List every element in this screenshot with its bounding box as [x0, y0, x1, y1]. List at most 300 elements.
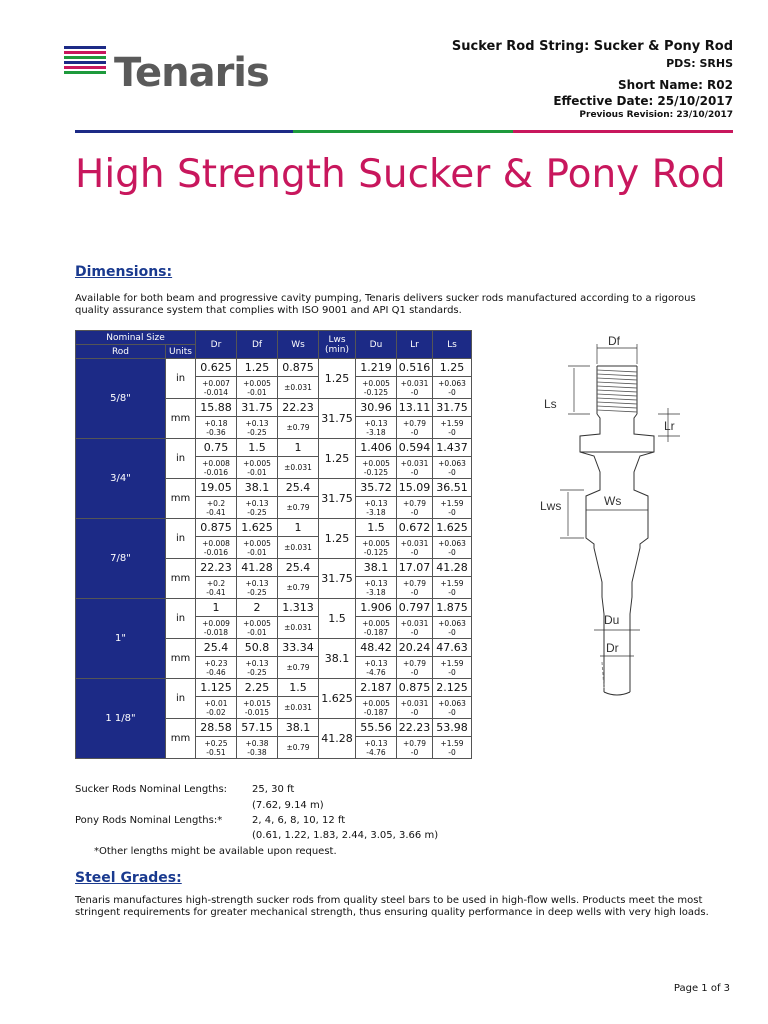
lws-cell: 31.75 — [319, 559, 356, 599]
tolerance-cell — [397, 737, 433, 759]
tolerance-cell — [278, 617, 319, 639]
tolerance-cell — [237, 737, 278, 759]
tolerance-cell — [433, 497, 472, 519]
tolerance-cell — [237, 697, 278, 719]
tolerance-plus: +0.031 — [400, 458, 429, 468]
lengths-note: *Other lengths might be available upon request. — [94, 846, 337, 857]
tolerance-minus: -0.187 — [363, 627, 389, 637]
tolerance-cell — [278, 497, 319, 519]
units-cell: in — [166, 359, 196, 399]
tolerance-plus: +0.008 — [202, 538, 230, 548]
tolerance-cell — [433, 697, 472, 719]
tolerance-minus: -0.125 — [363, 547, 389, 557]
tolerance-minus: -0 — [410, 467, 419, 477]
tolerance-cell — [196, 657, 237, 679]
value-cell: 38.1 — [237, 479, 278, 497]
tolerance-plus: +1.59 — [440, 498, 464, 508]
pony-lengths-ft: 2, 4, 6, 8, 10, 12 ft — [252, 815, 346, 826]
tolerance-plus: +0.13 — [245, 578, 269, 588]
rod-diagram — [540, 332, 740, 712]
lws-cell: 1.25 — [319, 519, 356, 559]
units-cell: in — [166, 439, 196, 479]
tolerance-cell — [196, 417, 237, 439]
tolerance-cell — [397, 577, 433, 599]
tolerance-minus: -0.01 — [247, 547, 267, 557]
tolerance-minus: -4.76 — [366, 667, 386, 677]
value-cell: 1.25 — [433, 359, 472, 377]
rod-size-cell: 1" — [76, 599, 166, 679]
tolerance-plus: +0.031 — [400, 378, 429, 388]
rod-size-cell: 1 1/8" — [76, 679, 166, 759]
tolerance-cell — [278, 377, 319, 399]
dr-header: Dr — [196, 331, 237, 359]
tolerance-cell — [356, 417, 397, 439]
value-cell: 2.125 — [433, 679, 472, 697]
tolerance-cell — [196, 617, 237, 639]
sucker-lengths-ft: 25, 30 ft — [252, 784, 295, 795]
du-label: Du — [604, 613, 620, 627]
tolerance-plus: +1.59 — [440, 658, 464, 668]
logo-stripe — [64, 56, 106, 59]
tolerance-plus: +0.063 — [438, 618, 466, 628]
value-cell: 22.23 — [196, 559, 237, 577]
tolerance-minus: -0 — [448, 667, 456, 677]
value-cell: 31.75 — [237, 399, 278, 417]
tolerance-minus: -3.18 — [366, 427, 386, 437]
value-cell: 41.28 — [433, 559, 472, 577]
value-cell: 1 — [278, 519, 319, 537]
tolerance-plus: +0.063 — [438, 378, 466, 388]
value-cell: 30.96 — [356, 399, 397, 417]
value-cell: 48.42 — [356, 639, 397, 657]
logo-stripe — [64, 66, 106, 69]
header-rule — [75, 130, 733, 133]
tolerance-cell — [397, 457, 433, 479]
tolerance-symmetric: ±0.79 — [286, 423, 310, 432]
tolerance-cell — [237, 577, 278, 599]
tolerance-cell — [433, 417, 472, 439]
rule-segment — [513, 130, 733, 133]
tolerance-plus: +0.031 — [400, 538, 429, 548]
tolerance-plus: +0.01 — [204, 698, 228, 708]
value-cell: 19.05 — [196, 479, 237, 497]
tolerance-minus: -0.015 — [244, 707, 270, 717]
tolerance-minus: -0 — [410, 627, 419, 637]
tolerance-plus: +1.59 — [440, 418, 464, 428]
lws-header-bottom: (min) — [325, 344, 349, 355]
tolerance-symmetric: ±0.79 — [286, 663, 310, 672]
df-header: Df — [237, 331, 278, 359]
tolerance-plus: +0.005 — [362, 538, 390, 548]
tolerance-cell — [196, 537, 237, 559]
tolerance-cell — [356, 657, 397, 679]
units-cell: mm — [166, 399, 196, 439]
tolerance-cell — [278, 417, 319, 439]
tolerance-plus: +0.005 — [362, 458, 390, 468]
tolerance-cell — [196, 577, 237, 599]
lws-header-top: Lws — [328, 334, 346, 345]
tolerance-minus: -0 — [410, 547, 419, 557]
tolerance-plus: +0.005 — [243, 378, 271, 388]
tolerance-cell — [356, 697, 397, 719]
tolerance-minus: -3.18 — [366, 507, 386, 517]
value-cell: 25.4 — [196, 639, 237, 657]
tolerance-cell — [356, 737, 397, 759]
tolerance-plus: +0.063 — [438, 458, 466, 468]
tolerance-minus: -0.01 — [247, 387, 267, 397]
tolerance-minus: -0.36 — [206, 427, 226, 437]
tolerance-plus: +0.005 — [362, 378, 390, 388]
value-cell: 50.8 — [237, 639, 278, 657]
lws-cell: 31.75 — [319, 399, 356, 439]
lws-header — [319, 331, 356, 359]
value-cell: 35.72 — [356, 479, 397, 497]
tolerance-cell — [278, 657, 319, 679]
tolerance-plus: +0.13 — [364, 738, 388, 748]
value-cell: 38.1 — [278, 719, 319, 737]
tolerance-plus: +1.59 — [440, 578, 464, 588]
value-cell: 53.98 — [433, 719, 472, 737]
tolerance-minus: -0.016 — [203, 547, 229, 557]
value-cell: 0.625 — [196, 359, 237, 377]
value-cell: 1.906 — [356, 599, 397, 617]
lws-label: Lws — [540, 499, 562, 513]
value-cell: 33.34 — [278, 639, 319, 657]
value-cell: 22.23 — [397, 719, 433, 737]
tolerance-minus: -0.125 — [363, 467, 389, 477]
page-title: High Strength Sucker & Pony Rod — [75, 152, 726, 197]
lws-cell: 1.25 — [319, 359, 356, 399]
sucker-lengths-label: Sucker Rods Nominal Lengths: — [75, 784, 228, 795]
tolerance-cell — [433, 617, 472, 639]
tolerance-cell — [433, 657, 472, 679]
tolerance-symmetric: ±0.79 — [286, 583, 310, 592]
tolerance-plus: +0.79 — [403, 738, 426, 748]
value-cell: 36.51 — [433, 479, 472, 497]
tolerance-plus: +0.79 — [403, 658, 426, 668]
tolerance-plus: +0.13 — [245, 498, 269, 508]
ls-label: Ls — [544, 397, 557, 411]
value-cell: 15.88 — [196, 399, 237, 417]
tolerance-minus: -0.01 — [247, 627, 267, 637]
value-cell: 1 — [278, 439, 319, 457]
tolerance-cell — [278, 577, 319, 599]
tolerance-minus: -0 — [448, 387, 456, 397]
value-cell: 47.63 — [433, 639, 472, 657]
tolerance-cell — [397, 537, 433, 559]
tolerance-plus: +0.79 — [403, 578, 426, 588]
tolerance-minus: -0 — [448, 547, 456, 557]
table-row — [76, 439, 472, 457]
dr-label: Dr — [606, 641, 619, 655]
tolerance-plus: +0.008 — [202, 458, 230, 468]
tolerance-plus: +0.015 — [243, 698, 271, 708]
tolerance-cell — [237, 617, 278, 639]
tolerance-plus: +0.005 — [362, 618, 390, 628]
tolerance-cell — [196, 737, 237, 759]
tolerance-minus: -0 — [448, 627, 456, 637]
tolerance-symmetric: ±0.031 — [284, 703, 312, 712]
page-number: Page 1 of 3 — [673, 983, 730, 994]
units-cell: in — [166, 679, 196, 719]
ws-label: Ws — [604, 494, 622, 508]
tolerance-minus: -0.38 — [247, 747, 267, 757]
lr-header: Lr — [397, 331, 433, 359]
value-cell: 41.28 — [237, 559, 278, 577]
tolerance-minus: -0.41 — [206, 587, 226, 597]
tolerance-minus: -0 — [410, 587, 419, 597]
value-cell: 25.4 — [278, 479, 319, 497]
tolerance-symmetric: ±0.031 — [284, 623, 312, 632]
value-cell: 1.25 — [237, 359, 278, 377]
previous-revision: Previous Revision: 23/10/2017 — [579, 110, 733, 120]
tolerance-cell — [356, 537, 397, 559]
value-cell: 22.23 — [278, 399, 319, 417]
tolerance-minus: -0 — [410, 747, 419, 757]
dimensions-heading: Dimensions: — [75, 264, 173, 280]
tolerance-plus: +0.13 — [364, 418, 388, 428]
tolerance-cell — [237, 497, 278, 519]
tolerance-cell — [433, 577, 472, 599]
tolerance-cell — [196, 377, 237, 399]
tolerance-plus: +0.009 — [202, 618, 230, 628]
tolerance-minus: -0.125 — [363, 387, 389, 397]
tolerance-minus: -0.25 — [247, 667, 267, 677]
value-cell: 1.625 — [237, 519, 278, 537]
tolerance-cell — [278, 457, 319, 479]
units-cell: mm — [166, 559, 196, 599]
tolerance-plus: +0.13 — [245, 418, 269, 428]
dimensions-table — [75, 330, 472, 759]
value-cell: 2.25 — [237, 679, 278, 697]
value-cell: 1.437 — [433, 439, 472, 457]
tolerance-plus: +0.13 — [364, 658, 388, 668]
tolerance-plus: +0.38 — [245, 738, 269, 748]
tolerance-plus: +0.063 — [438, 698, 466, 708]
tolerance-plus: +0.005 — [362, 698, 390, 708]
lws-cell: 38.1 — [319, 639, 356, 679]
value-cell: 0.672 — [397, 519, 433, 537]
lws-cell: 31.75 — [319, 479, 356, 519]
tolerance-cell — [356, 497, 397, 519]
steel-grades-text: Tenaris manufactures high-strength sucker rods from quality steel bars to be used in high-flow wells. Products meet the most stringent requirements for greater mechanical strength, thus ensuring quality performance in deep wells with very high loads. — [75, 895, 709, 918]
tolerance-cell — [356, 577, 397, 599]
tolerance-symmetric: ±0.031 — [284, 383, 312, 392]
tolerance-minus: -0.25 — [247, 587, 267, 597]
value-cell: 57.15 — [237, 719, 278, 737]
units-cell: in — [166, 599, 196, 639]
table-row — [76, 519, 472, 537]
tolerance-cell — [278, 697, 319, 719]
value-cell: 1.313 — [278, 599, 319, 617]
lws-cell: 41.28 — [319, 719, 356, 759]
tolerance-minus: -0.016 — [203, 467, 229, 477]
units-cell: mm — [166, 719, 196, 759]
tolerance-plus: +0.13 — [364, 498, 388, 508]
tolerance-plus: +0.2 — [206, 498, 226, 508]
tolerance-minus: -0.018 — [203, 627, 229, 637]
tolerance-symmetric: ±0.79 — [286, 503, 310, 512]
tolerance-cell — [278, 537, 319, 559]
rod-size-cell: 7/8" — [76, 519, 166, 599]
value-cell: 1.219 — [356, 359, 397, 377]
short-name: Short Name: R02 — [618, 78, 733, 92]
effective-date: Effective Date: 25/10/2017 — [553, 94, 733, 108]
tolerance-symmetric: ±0.79 — [286, 743, 310, 752]
tolerance-plus: +0.79 — [403, 498, 426, 508]
tolerance-cell — [278, 737, 319, 759]
dimensions-intro: Available for both beam and progressive cavity pumping, Tenaris delivers sucker rods manufactured according to a rigorous quality assurance system that complies with ISO 9001 and API Q1 standards. — [75, 293, 696, 316]
tolerance-cell — [397, 377, 433, 399]
tolerance-minus: -4.76 — [366, 747, 386, 757]
value-cell: 38.1 — [356, 559, 397, 577]
ws-header: Ws — [278, 331, 319, 359]
tolerance-minus: -0 — [410, 427, 419, 437]
value-cell: 0.875 — [397, 679, 433, 697]
value-cell: 2 — [237, 599, 278, 617]
value-cell: 20.24 — [397, 639, 433, 657]
tolerance-plus: +0.031 — [400, 618, 429, 628]
tolerance-minus: -3.18 — [366, 587, 386, 597]
value-cell: 0.594 — [397, 439, 433, 457]
units-header: Units — [166, 345, 196, 359]
tolerance-cell — [433, 737, 472, 759]
tolerance-minus: -0 — [410, 707, 419, 717]
value-cell: 0.875 — [278, 359, 319, 377]
tolerance-minus: -0.01 — [247, 467, 267, 477]
tolerance-cell — [433, 377, 472, 399]
value-cell: 1.5 — [356, 519, 397, 537]
value-cell: 1 — [196, 599, 237, 617]
tolerance-cell — [356, 377, 397, 399]
rod-size-cell: 3/4" — [76, 439, 166, 519]
steel-grades-heading: Steel Grades: — [75, 870, 182, 886]
value-cell: 17.07 — [397, 559, 433, 577]
tolerance-minus: -0 — [410, 667, 419, 677]
tolerance-plus: +0.005 — [243, 458, 271, 468]
units-cell: mm — [166, 639, 196, 679]
pin-thread — [597, 366, 637, 414]
tolerance-minus: -0.25 — [247, 427, 267, 437]
table-row — [76, 679, 472, 697]
tolerance-minus: -0 — [448, 587, 456, 597]
tolerance-minus: -0 — [448, 747, 456, 757]
tolerance-cell — [237, 537, 278, 559]
tolerance-cell — [397, 497, 433, 519]
tolerance-symmetric: ±0.031 — [284, 543, 312, 552]
rod-header: Rod — [76, 345, 166, 359]
df-label: Df — [608, 334, 620, 348]
logo-stripe — [64, 61, 106, 64]
tolerance-symmetric: ±0.031 — [284, 463, 312, 472]
pony-lengths-m: (0.61, 1.22, 1.83, 2.44, 3.05, 3.66 m) — [252, 830, 439, 841]
value-cell: 1.5 — [278, 679, 319, 697]
tolerance-minus: -0.51 — [206, 747, 226, 757]
tolerance-minus: -0.187 — [363, 707, 389, 717]
logo-stripe — [64, 51, 106, 54]
tolerance-cell — [237, 377, 278, 399]
tolerance-cell — [433, 457, 472, 479]
tolerance-plus: +0.13 — [364, 578, 388, 588]
table-row — [76, 359, 472, 377]
tolerance-cell — [433, 537, 472, 559]
value-cell: 55.56 — [356, 719, 397, 737]
tolerance-plus: +1.59 — [440, 738, 464, 748]
ls-header: Ls — [433, 331, 472, 359]
tolerance-plus: +0.005 — [243, 618, 271, 628]
tolerance-plus: +0.18 — [204, 418, 228, 428]
tolerance-plus: +0.2 — [206, 578, 226, 588]
tolerance-minus: -0.25 — [247, 507, 267, 517]
lws-cell: 1.625 — [319, 679, 356, 719]
value-cell: 0.797 — [397, 599, 433, 617]
tolerance-cell — [237, 457, 278, 479]
units-cell: in — [166, 519, 196, 559]
tolerance-cell — [196, 697, 237, 719]
tolerance-plus: +0.13 — [245, 658, 269, 668]
nominal-size-header: Nominal Size — [76, 331, 196, 345]
tolerance-minus: -0 — [410, 507, 419, 517]
tolerance-cell — [356, 457, 397, 479]
tolerance-minus: -0 — [448, 507, 456, 517]
value-cell: 1.406 — [356, 439, 397, 457]
pony-lengths-label: Pony Rods Nominal Lengths:* — [75, 815, 223, 826]
tolerance-cell — [196, 497, 237, 519]
tolerance-plus: +0.063 — [438, 538, 466, 548]
rule-segment — [293, 130, 513, 133]
rule-segment — [75, 130, 293, 133]
tolerance-plus: +0.007 — [202, 378, 230, 388]
logo-wordmark: Tenaris — [114, 50, 269, 96]
rod-size-cell: 5/8" — [76, 359, 166, 439]
value-cell: 25.4 — [278, 559, 319, 577]
value-cell: 15.09 — [397, 479, 433, 497]
tolerance-minus: -0 — [410, 387, 419, 397]
logo-stripe — [64, 46, 106, 49]
value-cell: 0.516 — [397, 359, 433, 377]
lr-label: Lr — [664, 419, 675, 433]
document-series-title: Sucker Rod String: Sucker & Pony Rod — [451, 39, 733, 54]
tolerance-plus: +0.79 — [403, 418, 426, 428]
tolerance-minus: -0.014 — [203, 387, 229, 397]
value-cell: 13.11 — [397, 399, 433, 417]
tolerance-plus: +0.031 — [400, 698, 429, 708]
tolerance-plus: +0.25 — [204, 738, 228, 748]
tolerance-cell — [397, 697, 433, 719]
pds-code: PDS: SRHS — [666, 57, 733, 70]
tolerance-cell — [356, 617, 397, 639]
tolerance-minus: -0 — [448, 427, 456, 437]
tolerance-plus: +0.23 — [204, 658, 228, 668]
tolerance-cell — [397, 617, 433, 639]
table-row — [76, 599, 472, 617]
value-cell: 2.187 — [356, 679, 397, 697]
value-cell: 1.875 — [433, 599, 472, 617]
tolerance-plus: +0.005 — [243, 538, 271, 548]
lws-cell: 1.5 — [319, 599, 356, 639]
value-cell: 28.58 — [196, 719, 237, 737]
tolerance-minus: -0.41 — [206, 507, 226, 517]
du-header: Du — [356, 331, 397, 359]
tolerance-cell — [237, 417, 278, 439]
sucker-lengths-m: (7.62, 9.14 m) — [252, 800, 324, 811]
tolerance-cell — [196, 457, 237, 479]
value-cell: 1.5 — [237, 439, 278, 457]
tolerance-minus: -0 — [448, 707, 456, 717]
tenaris-logo — [64, 44, 284, 104]
tolerance-cell — [237, 657, 278, 679]
value-cell: 1.125 — [196, 679, 237, 697]
